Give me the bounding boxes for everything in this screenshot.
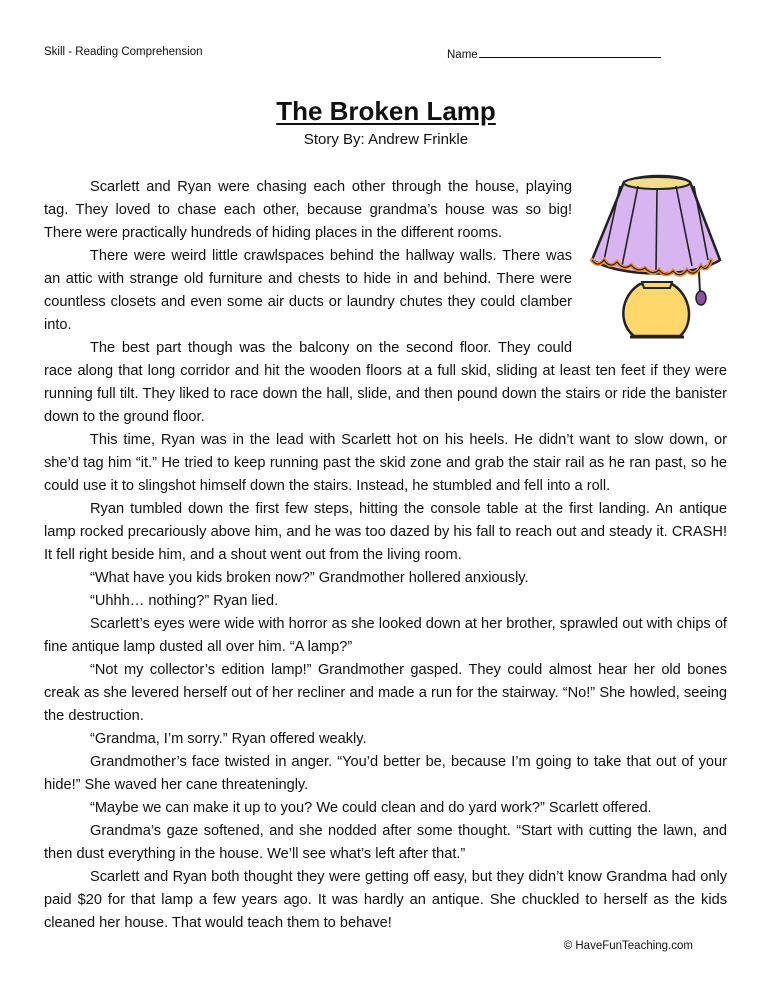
story-paragraph: Scarlett and Ryan both thought they were getting off easy, but they didn’t know Grandma had only paid $20 for that lamp a few years ago. It was hardly an antique. She chuckled to herself as the kids cleaned her house. That would teach them to behave! bbox=[44, 869, 727, 931]
skill-label: Skill - Reading Comprehension bbox=[44, 46, 203, 58]
story-paragraph: “Maybe we can make it up to you? We could clean and do yard work?” Scarlett offered. bbox=[90, 800, 652, 816]
story-paragraph: “Uhhh… nothing?” Ryan lied. bbox=[90, 593, 279, 609]
story-paragraph: “Grandma, I’m sorry.” Ryan offered weakly. bbox=[90, 731, 367, 747]
name-label: Name bbox=[447, 49, 478, 61]
byline: Story By: Andrew Frinkle bbox=[303, 131, 469, 148]
lamp-icon bbox=[582, 174, 732, 344]
story-paragraph: Scarlett’s eyes were wide with horror as she looked down at her brother, sprawled out with chips of fine antique lamp dusted all over him. “A lamp?” bbox=[44, 616, 727, 655]
name-line bbox=[479, 46, 661, 58]
story-text bbox=[44, 176, 727, 935]
story-paragraph: This time, Ryan was in the lead with Scarlett hot on his heels. He didn’t want to slow down, or she’d tag him “it.” He tried to keep running past the skid zone and grab the stair rail as he ran past, so he could use it to slingshot himself down the stairs. Instead, he stumbled and fell into a roll. bbox=[44, 432, 727, 494]
story-paragraph: “What have you kids broken now?” Grandmother hollered anxiously. bbox=[90, 570, 529, 586]
story-paragraph: Grandmother’s face twisted in anger. “You’d better be, because I’m going to take that out of your hide!” She waved her cane threateningly. bbox=[44, 754, 727, 793]
story-paragraph: Scarlett and Ryan were chasing each other through the house, playing tag. They loved to chase each other, because grandma’s house was so big! There were practically hundreds of hiding places in the different rooms. bbox=[44, 179, 572, 241]
page-title: The Broken Lamp bbox=[276, 96, 496, 126]
story-paragraph: The best part though was the balcony on the second floor. They could race along that long corridor and hit the wooden floors at a full skid, sliding at least ten feet if they were running full tilt. They liked to race down the hall, slide, and then pound down the stairs or ride the banister down to the ground floor. bbox=[44, 340, 727, 425]
name-field[interactable] bbox=[447, 46, 661, 61]
story-paragraph: Ryan tumbled down the first few steps, hitting the console table at the first landing. An antique lamp rocked precariously above him, and he was too dazed by his fall to reach out and steady it. CRASH! It fell right beside him, and a shout went out from the living room. bbox=[44, 501, 727, 563]
story-paragraph: Grandma’s gaze softened, and she nodded after some thought. “Start with cutting the lawn, and then dust everything in the house. We’ll see what’s left after that.” bbox=[44, 823, 727, 862]
copyright-footer: © HaveFunTeaching.com bbox=[563, 940, 693, 952]
story-paragraph: There were weird little crawlspaces behind the hallway walls. There was an attic with strange old furniture and chests to hide in and behind. There were countless closets and even some air ducts or laundry chutes they could clamber into. bbox=[44, 248, 572, 333]
story-paragraph: “Not my collector’s edition lamp!” Grandmother gasped. They could almost hear her old bones creak as she levered herself out of her recliner and made a run for the stairway. “No!” She howled, seeing the destruction. bbox=[44, 662, 727, 724]
